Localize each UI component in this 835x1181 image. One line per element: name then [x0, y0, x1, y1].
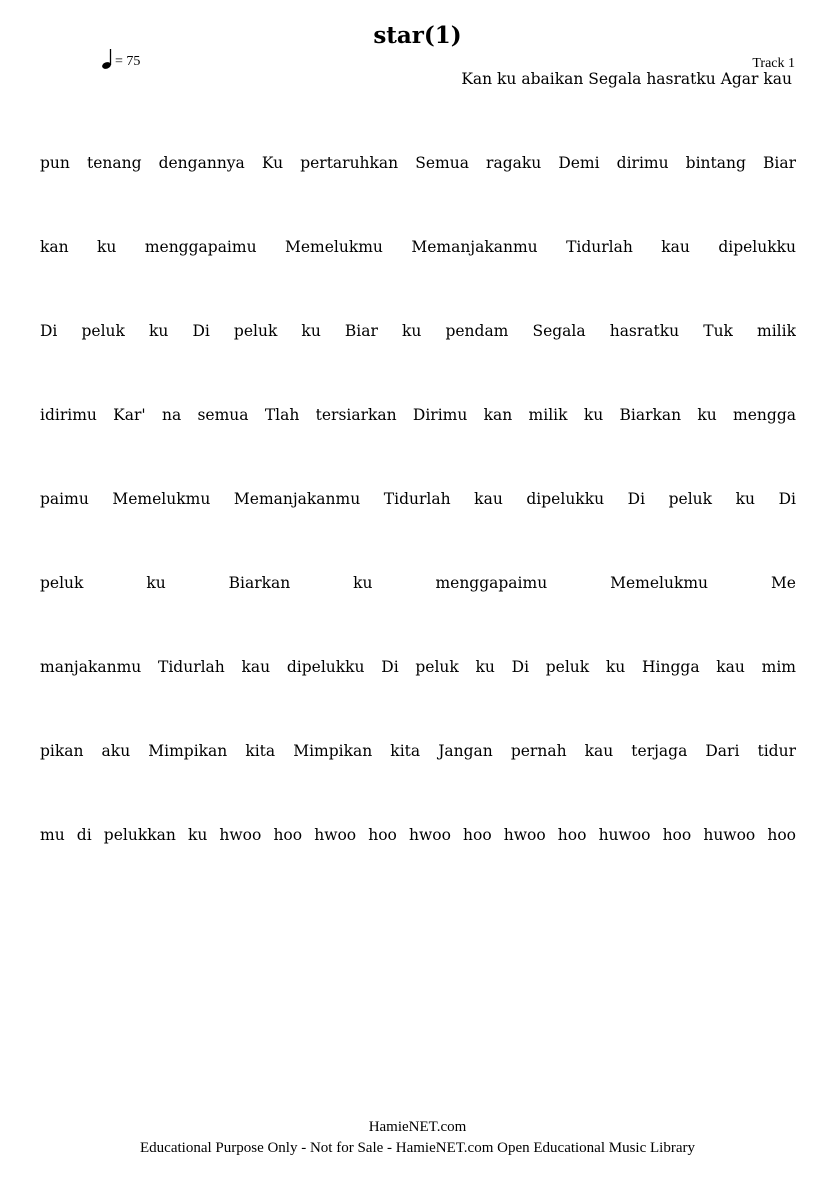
tempo-value: = 75 — [115, 54, 141, 69]
lyric-line: manjakanmu Tidurlah kau dipelukku Di peluk ku Di peluk ku Hingga kau mim — [40, 658, 796, 676]
track-label: Track 1 — [752, 56, 795, 71]
lyric-line: idirimu Kar' na semua Tlah tersiarkan Dirimu kan milik ku Biarkan ku mengga — [40, 406, 796, 424]
quarter-note-icon — [101, 48, 113, 70]
lyric-line: pun tenang dengannya Ku pertaruhkan Semua ragaku Demi dirimu bintang Biar — [40, 154, 796, 172]
lyric-line: Kan ku abaikan Segala hasratku Agar kau — [461, 70, 792, 88]
lyric-line: peluk ku Biarkan ku menggapaimu Memelukmu Me — [40, 574, 796, 592]
lyric-line: pikan aku Mimpikan kita Mimpikan kita Jangan pernah kau terjaga Dari tidur — [40, 742, 796, 760]
lyric-line: paimu Memelukmu Memanjakanmu Tidurlah kau dipelukku Di peluk ku Di — [40, 490, 796, 508]
lyric-line: Di peluk ku Di peluk ku Biar ku pendam Segala hasratku Tuk milik — [40, 322, 796, 340]
lyric-line: mu di pelukkan ku hwoo hoo hwoo hoo hwoo hoo hwoo hoo huwoo hoo huwoo hoo — [40, 826, 796, 844]
footer-site: HamieNET.com — [368, 1119, 467, 1135]
lyric-line: kan ku menggapaimu Memelukmu Memanjakanmu Tidurlah kau dipelukku — [40, 238, 796, 256]
tempo-marking — [101, 48, 140, 70]
page-title: star(1) — [373, 22, 462, 49]
footer-notice: Educational Purpose Only - Not for Sale - HamieNET.com Open Educational Music Library — [140, 1140, 695, 1156]
